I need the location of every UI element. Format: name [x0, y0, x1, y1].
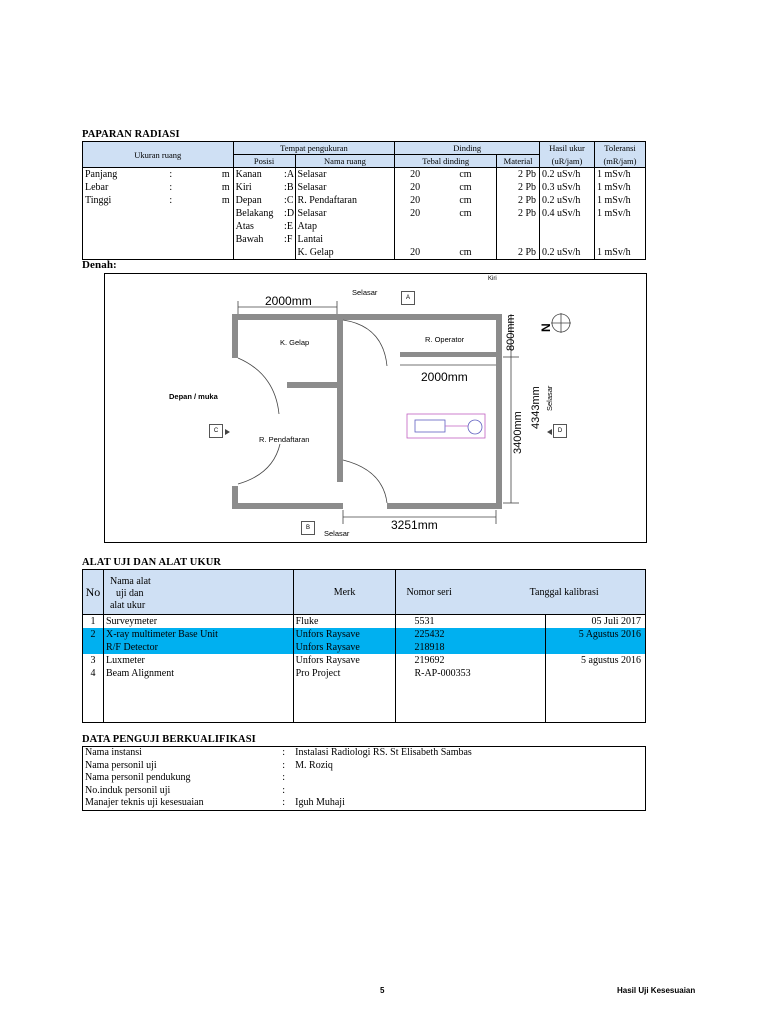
radiation-row [83, 181, 646, 194]
cell-serial: 5531 [396, 615, 546, 629]
marker-d: D [553, 424, 567, 438]
label-selasar-bottom: Selasar [324, 529, 350, 538]
cell-thickness-unit: cm [459, 195, 472, 206]
cell-material: 2 Pb [497, 194, 540, 207]
denah-title: Denah: [82, 259, 117, 271]
cell-room: Atap [295, 220, 395, 233]
cell-dimension: Panjang [85, 169, 118, 180]
cell-calibration [546, 641, 646, 654]
cell-brand: Unfors Raysave [293, 628, 396, 641]
cell-unit [208, 233, 233, 246]
cell-code: :A [284, 169, 295, 180]
cell-position [233, 246, 284, 260]
cell-colon [153, 233, 208, 246]
table-row [83, 667, 646, 680]
radiation-row [83, 194, 646, 207]
cell-room: Lantai [295, 233, 395, 246]
table-row-empty [83, 680, 646, 723]
cell-thickness: 20 [395, 207, 435, 220]
cell-value [295, 772, 645, 785]
cell-serial: 225432 [396, 628, 546, 641]
cell-calibration [546, 667, 646, 680]
cell-empty [546, 680, 646, 723]
cell-tolerance [594, 220, 645, 233]
table-row [83, 628, 646, 641]
cell-result: 0.2 uSv/h [540, 246, 595, 260]
cell-serial: 219692 [396, 654, 546, 667]
marker-a: A [401, 291, 415, 305]
list-item [83, 772, 646, 785]
cell-tolerance: 1 mSv/h [594, 168, 645, 182]
cell-thickness: 20 [395, 181, 435, 194]
header-hasil: Hasil ukur [540, 142, 595, 155]
cell-thickness: 20 [395, 194, 435, 207]
cell-thickness-unit: cm [459, 182, 472, 193]
cell-result: 0.4 uSv/h [540, 207, 595, 220]
cell-room: Selasar [295, 207, 395, 220]
header-merk: Merk [293, 570, 396, 615]
cell-unit [208, 246, 233, 260]
cell-empty [293, 680, 396, 723]
list-item [83, 785, 646, 798]
cell-result [540, 233, 595, 246]
list-item [83, 747, 646, 760]
cell-colon [153, 246, 208, 260]
table-row [83, 615, 646, 629]
label-r-operator: R. Operator [425, 335, 465, 344]
header-tgl-text: Tanggal kalibrasi [529, 586, 599, 598]
equipment-header [83, 570, 646, 615]
radiation-table [82, 141, 646, 260]
cell-colon: : [282, 784, 285, 796]
cell-material: 2 Pb [497, 246, 540, 260]
cell-material: 2 Pb [497, 168, 540, 182]
marker-b: B [301, 521, 315, 535]
header-tebal: Tebal dinding [395, 155, 497, 168]
cell-dimension [83, 220, 154, 233]
cell-colon [153, 207, 208, 220]
dim-bottom: 3251mm [391, 518, 438, 532]
cell-label: Nama personil uji [85, 759, 157, 771]
label-selasar-right: Selasar [545, 385, 554, 411]
header-dinding: Dinding [395, 142, 540, 155]
cell-room: Selasar [295, 168, 395, 182]
cell-unit: m [221, 195, 230, 206]
dim-800: 800mm [505, 314, 517, 351]
cell-tolerance: 1 mSv/h [594, 194, 645, 207]
cell-result: 0.2 uSv/h [540, 168, 595, 182]
alat-title: ALAT UJI DAN ALAT UKUR [82, 557, 222, 568]
label-selasar-top: Selasar [352, 288, 378, 297]
north-label: N [539, 323, 553, 332]
radiation-row [83, 168, 646, 182]
cell-result: 0.3 uSv/h [540, 181, 595, 194]
cell-position: Depan [233, 194, 284, 207]
header-nama [103, 570, 293, 615]
cell-empty [103, 680, 293, 723]
cell-brand: Unfors Raysave [293, 654, 396, 667]
cell-value: Instalasi Radiologi RS. St Elisabeth Sambas [295, 747, 472, 758]
dim-top: 2000mm [265, 294, 312, 308]
cell-tolerance: 1 mSv/h [594, 246, 645, 260]
cell-thickness-unit [435, 220, 497, 233]
cell-calibration: 05 Juli 2017 [546, 615, 646, 629]
dim-3400: 3400mm [512, 411, 524, 454]
floor-plan-lines [105, 274, 646, 542]
footer-doc-title: Hasil Uji Kesesuaian [617, 986, 696, 995]
header-toleransi-unit: (mR/jam) [594, 155, 645, 168]
cell-room: K. Gelap [295, 246, 395, 260]
header-nama-1: Nama alat [109, 576, 151, 587]
cell-thickness: 20 [395, 246, 435, 260]
dim-mid: 2000mm [421, 370, 468, 384]
header-no: No [83, 570, 104, 615]
dim-4343: 4343mm [530, 386, 542, 429]
header-posisi: Posisi [233, 155, 295, 168]
cell-position: Bawah [233, 233, 284, 246]
cell-colon: : [169, 169, 173, 180]
cell-name: Beam Alignment [103, 667, 293, 680]
header-nama-ruang: Nama ruang [295, 155, 395, 168]
header-ukuran: Ukuran ruang [83, 142, 234, 168]
cell-unit: m [221, 182, 230, 193]
cell-material: 2 Pb [497, 207, 540, 220]
cell-empty [83, 680, 104, 723]
cell-calibration: 5 agustus 2016 [546, 654, 646, 667]
tester-table [82, 746, 646, 811]
floor-plan [104, 273, 647, 543]
cell-result: 0.2 uSv/h [540, 194, 595, 207]
cell-brand: Unfors Raysave [293, 641, 396, 654]
cell-position: Belakang [233, 207, 284, 220]
radiation-row [83, 207, 646, 220]
cell-dimension [83, 207, 154, 220]
cell-result [540, 220, 595, 233]
radiation-row [83, 233, 646, 246]
list-item [83, 797, 646, 810]
cell-no: 4 [90, 668, 96, 679]
penguji-title: DATA PENGUJI BERKUALIFIKASI [82, 734, 256, 745]
header-hasil-unit: (uR/jam) [540, 155, 595, 168]
cell-code: :E [284, 221, 293, 232]
table-row [83, 641, 646, 654]
cell-unit [208, 207, 233, 220]
cell-thickness-unit: cm [459, 247, 472, 258]
cell-material: 2 Pb [497, 181, 540, 194]
cell-thickness-unit: cm [459, 208, 472, 219]
cell-name: Surveymeter [103, 615, 293, 629]
cell-value [295, 785, 645, 798]
cell-value: Iguh Muhaji [295, 797, 345, 808]
cell-material [497, 233, 540, 246]
cell-position: Kanan [233, 168, 284, 182]
header-tgl [529, 570, 646, 615]
cell-value: M. Roziq [295, 759, 333, 771]
cell-thickness-unit: cm [459, 169, 472, 180]
cell-name: R/F Detector [103, 641, 293, 654]
radiation-row [83, 220, 646, 233]
header-nama-3: alat ukur [109, 600, 146, 611]
marker-c: C [209, 424, 223, 438]
cell-thickness-unit [435, 233, 497, 246]
label-kiri: Kiri [488, 276, 497, 282]
cell-colon: : [282, 759, 285, 771]
page-number: 5 [380, 986, 385, 995]
cell-label: Nama personil pendukung [85, 772, 191, 783]
cell-no: 1 [90, 616, 96, 627]
cell-position: Kiri [233, 181, 284, 194]
cell-empty [396, 680, 546, 723]
header-seri [396, 570, 546, 615]
cell-colon: : [169, 195, 173, 206]
cell-position: Atas [233, 220, 284, 233]
cell-tolerance: 1 mSv/h [594, 181, 645, 194]
cell-no [83, 641, 104, 654]
paparan-title: PAPARAN RADIASI [82, 129, 180, 140]
cell-thickness [395, 233, 435, 246]
cell-colon [153, 220, 208, 233]
cell-code [284, 246, 295, 260]
cell-tolerance [594, 233, 645, 246]
cell-dimension [83, 233, 154, 246]
table-row [83, 654, 646, 667]
header-row-1 [83, 142, 646, 155]
cell-unit [208, 220, 233, 233]
label-k-gelap: K. Gelap [280, 338, 310, 347]
header-tempat: Tempat pengukuran [233, 142, 395, 155]
cell-colon: : [282, 797, 285, 808]
cell-serial: 218918 [396, 641, 546, 654]
cell-room: R. Pendaftaran [295, 194, 395, 207]
cell-thickness: 20 [395, 168, 435, 182]
header-nama-2: uji dan [115, 588, 144, 599]
cell-label: No.induk personil uji [85, 784, 171, 796]
radiation-row [83, 246, 646, 260]
label-depan: Depan / muka [169, 392, 218, 401]
cell-code: :C [284, 195, 294, 206]
cell-code: :F [284, 234, 293, 245]
label-r-pendaftaran: R. Pendaftaran [259, 435, 310, 444]
cell-unit: m [221, 169, 230, 180]
cell-label: Manajer teknis uji kesesuaian [85, 797, 204, 808]
cell-brand: Fluke [293, 615, 396, 629]
header-toleransi: Toleransi [594, 142, 645, 155]
cell-material [497, 220, 540, 233]
cell-colon: : [169, 182, 173, 193]
cell-brand: Pro Project [293, 667, 396, 680]
cell-dimension [83, 246, 154, 260]
cell-room: Selasar [295, 181, 395, 194]
cell-code: :B [284, 182, 294, 193]
cell-dimension: Tinggi [85, 195, 112, 206]
cell-serial: R-AP-000353 [396, 667, 546, 680]
cell-name: X-ray multimeter Base Unit [103, 628, 293, 641]
equipment-table [82, 569, 646, 723]
header-material: Material [497, 155, 540, 168]
cell-dimension: Lebar [85, 182, 109, 193]
cell-tolerance: 1 mSv/h [594, 207, 645, 220]
header-seri-text: Nomor seri [406, 586, 452, 598]
cell-no: 3 [90, 655, 96, 666]
cell-no: 2 [83, 628, 104, 641]
cell-thickness [395, 220, 435, 233]
cell-colon: : [282, 747, 285, 758]
list-item [83, 760, 646, 773]
cell-code: :D [284, 208, 295, 219]
cell-name: Luxmeter [103, 654, 293, 667]
cell-calibration: 5 Agustus 2016 [546, 628, 646, 641]
cell-label: Nama instansi [85, 747, 142, 758]
cell-colon: : [282, 772, 285, 783]
